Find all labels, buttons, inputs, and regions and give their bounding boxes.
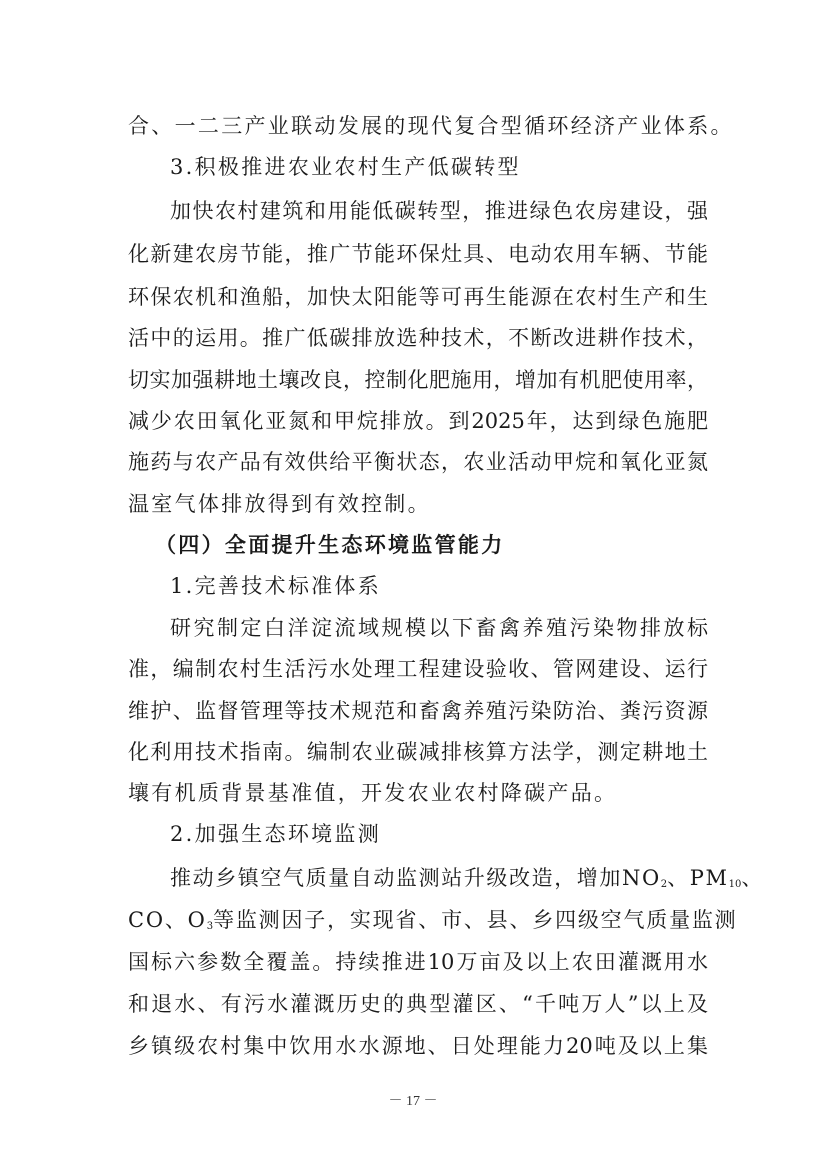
co-text: CO、O [128,908,207,932]
co-rest-text: 等监测因子，实现省、市、县、乡四级空气质量监测 [213,908,738,932]
no2-subscript: 2 [660,879,668,890]
paragraph-line: 减少农田氧化亚氮和甲烷排放。到2025年，达到绿色施肥 [128,409,708,433]
subsection-heading: 2.加强生态环境监测 [170,822,382,846]
subsection-heading: 3.积极推进农业农村生产低碳转型 [170,155,521,179]
paragraph-line-co [128,904,738,936]
paragraph-line: 施药与农产品有效供给平衡状态，农业活动甲烷和氧化亚氮 [128,450,708,474]
subsection-heading: 1.完善技术标准体系 [170,574,382,598]
monitoring-text: 推动乡镇空气质量自动监测站升级改造，增加NO [170,866,661,890]
paragraph-line-monitoring [170,862,764,894]
paragraph-line: 和退水、有污水灌溉历史的典型灌区、“千吨万人”以上及 [128,992,708,1016]
paragraph-line: 壤有机质背景基准值，开发农业农村降碳产品。 [128,781,618,805]
pm10-subscript: 10 [728,879,742,890]
trailing-comma: 、 [741,866,764,890]
section-heading: （四）全面提升生态环境监管能力 [155,532,505,557]
page-number: － 17 － [388,1094,438,1109]
o3-subscript: 3 [206,921,214,932]
pm-text: 、PM [667,866,729,890]
paragraph-line: 化利用技术指南。编制农业碳减排核算方法学，测定耕地土 [128,740,708,764]
paragraph-line: 维护、监督管理等技术规范和畜禽养殖污染防治、粪污资源 [128,699,708,723]
paragraph-line: 研究制定白洋淀流域规模以下畜禽养殖污染物排放标 [170,616,708,640]
paragraph-line: 化新建农房节能，推广节能环保灶具、电动农用车辆、节能 [128,242,708,266]
paragraph-line: 准，编制农村生活污水处理工程建设验收、管网建设、运行 [128,657,708,681]
paragraph-line: 切实加强耕地土壤改良，控制化肥施用，增加有机肥使用率， [128,368,708,392]
paragraph-line: 环保农机和渔船，加快太阳能等可再生能源在农村生产和生 [128,285,708,309]
paragraph-line: 乡镇级农村集中饮用水水源地、日处理能力20吨及以上集 [128,1034,708,1058]
paragraph-line: 加快农村建筑和用能低碳转型，推进绿色农房建设，强 [170,199,708,223]
paragraph-line: 合、一二三产业联动发展的现代复合型循环经济产业体系。 [128,114,734,138]
paragraph-line: 温室气体排放得到有效控制。 [128,492,431,516]
paragraph-line: 活中的运用。推广低碳排放选种技术，不断改进耕作技术， [128,326,708,350]
paragraph-line: 国标六参数全覆盖。持续推进10万亩及以上农田灌溉用水 [128,950,708,974]
